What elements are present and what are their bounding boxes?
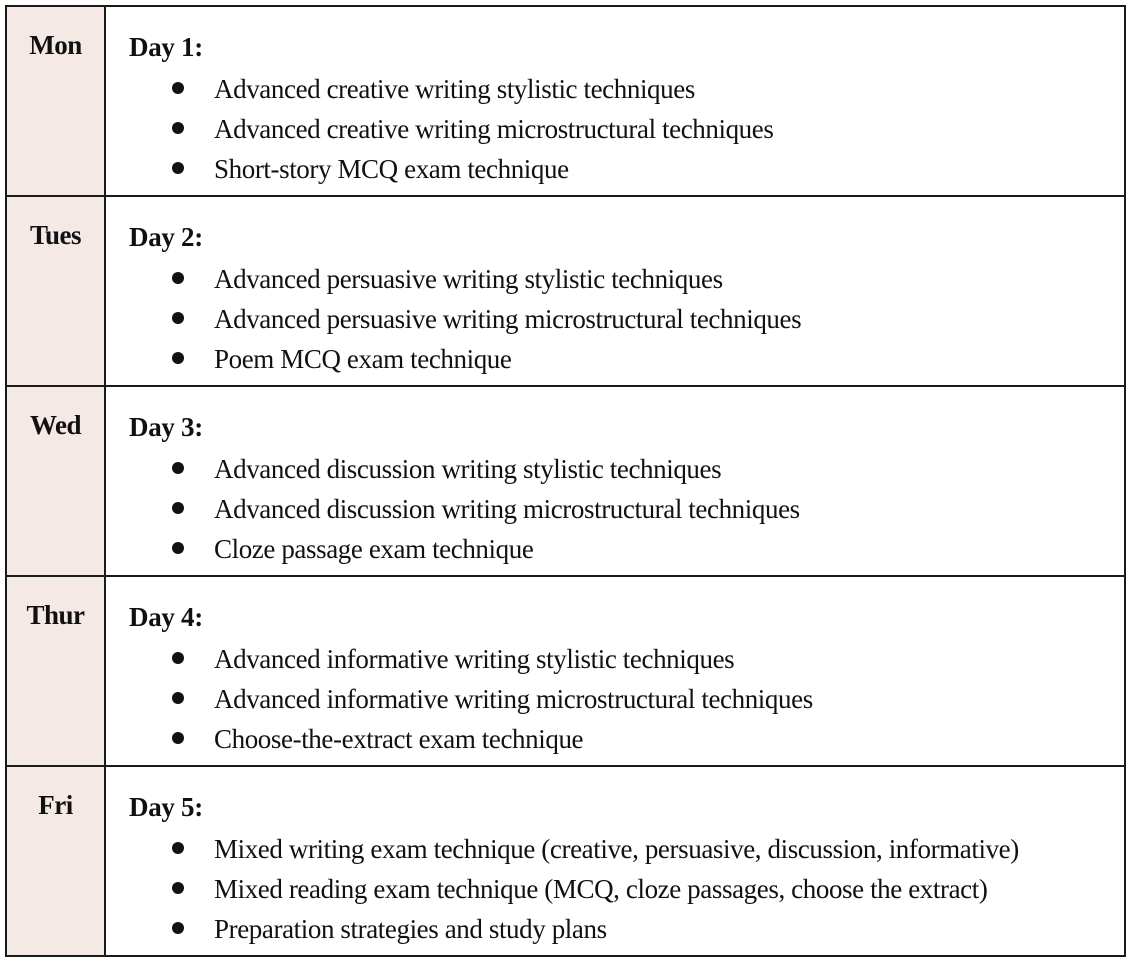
topic-text: Choose-the-extract exam technique [214,724,584,754]
day-cell [6,766,105,956]
topic-item [118,109,1124,149]
bullet-icon [172,692,184,704]
schedule-row-fri [6,766,1125,956]
content-cell [105,386,1125,576]
schedule-row-mon [6,6,1125,196]
bullet-icon [172,842,184,854]
topic-item [118,489,1124,529]
content-cell [105,196,1125,386]
bullet-icon [172,122,184,134]
bullet-icon [172,82,184,94]
content-cell [105,766,1125,956]
topic-item [118,639,1124,679]
topic-text: Short-story MCQ exam technique [214,154,569,184]
bullet-icon [172,652,184,664]
topic-text: Advanced persuasive writing stylistic techniques [214,264,723,294]
topic-item [118,869,1124,909]
day-label: Thur [26,600,85,630]
topic-item [118,909,1124,949]
day-label: Wed [29,410,81,440]
topic-item [118,149,1124,189]
bullet-icon [172,922,184,934]
topic-list [118,259,1124,379]
day-cell [6,576,105,766]
topic-text: Advanced persuasive writing microstructural techniques [214,304,802,334]
bullet-icon [172,502,184,514]
topic-text: Advanced informative writing microstructural techniques [214,684,813,714]
topic-list [118,639,1124,759]
schedule-row-wed [6,386,1125,576]
day-cell [6,386,105,576]
topic-item [118,529,1124,569]
bullet-icon [172,732,184,744]
topic-item [118,449,1124,489]
schedule-row-tues [6,196,1125,386]
day-cell [6,196,105,386]
topic-item [118,259,1124,299]
topic-text: Advanced creative writing microstructural techniques [214,114,774,144]
topic-text: Preparation strategies and study plans [214,914,607,944]
topic-item [118,829,1124,869]
topic-text: Advanced discussion writing microstructural techniques [214,494,800,524]
topic-item [118,69,1124,109]
topic-list [118,69,1124,189]
topic-text: Mixed writing exam technique (creative, persuasive, discussion, informative) [214,834,1019,864]
content-cell [105,6,1125,196]
bullet-icon [172,312,184,324]
topic-text: Poem MCQ exam technique [214,344,512,374]
day-heading: Day 5: [129,792,203,822]
day-cell [6,6,105,196]
topic-item [118,339,1124,379]
bullet-icon [172,462,184,474]
bullet-icon [172,162,184,174]
day-label: Mon [29,30,82,60]
topic-list [118,829,1124,949]
bullet-icon [172,882,184,894]
topic-item [118,719,1124,759]
schedule-row-thur [6,576,1125,766]
day-heading: Day 2: [129,222,203,252]
bullet-icon [172,352,184,364]
topic-item [118,679,1124,719]
bullet-icon [172,542,184,554]
topic-text: Advanced discussion writing stylistic techniques [214,454,722,484]
topic-text: Advanced creative writing stylistic techniques [214,74,695,104]
day-heading: Day 4: [129,602,203,632]
topic-text: Advanced informative writing stylistic techniques [214,644,735,674]
topic-text: Cloze passage exam technique [214,534,534,564]
topic-item [118,299,1124,339]
schedule-table [5,5,1126,957]
topic-list [118,449,1124,569]
topic-text: Mixed reading exam technique (MCQ, cloze passages, choose the extract) [214,874,988,904]
day-heading: Day 1: [129,32,203,62]
day-label: Fri [38,790,73,820]
day-heading: Day 3: [129,412,203,442]
day-label: Tues [29,220,82,250]
content-cell [105,576,1125,766]
bullet-icon [172,272,184,284]
